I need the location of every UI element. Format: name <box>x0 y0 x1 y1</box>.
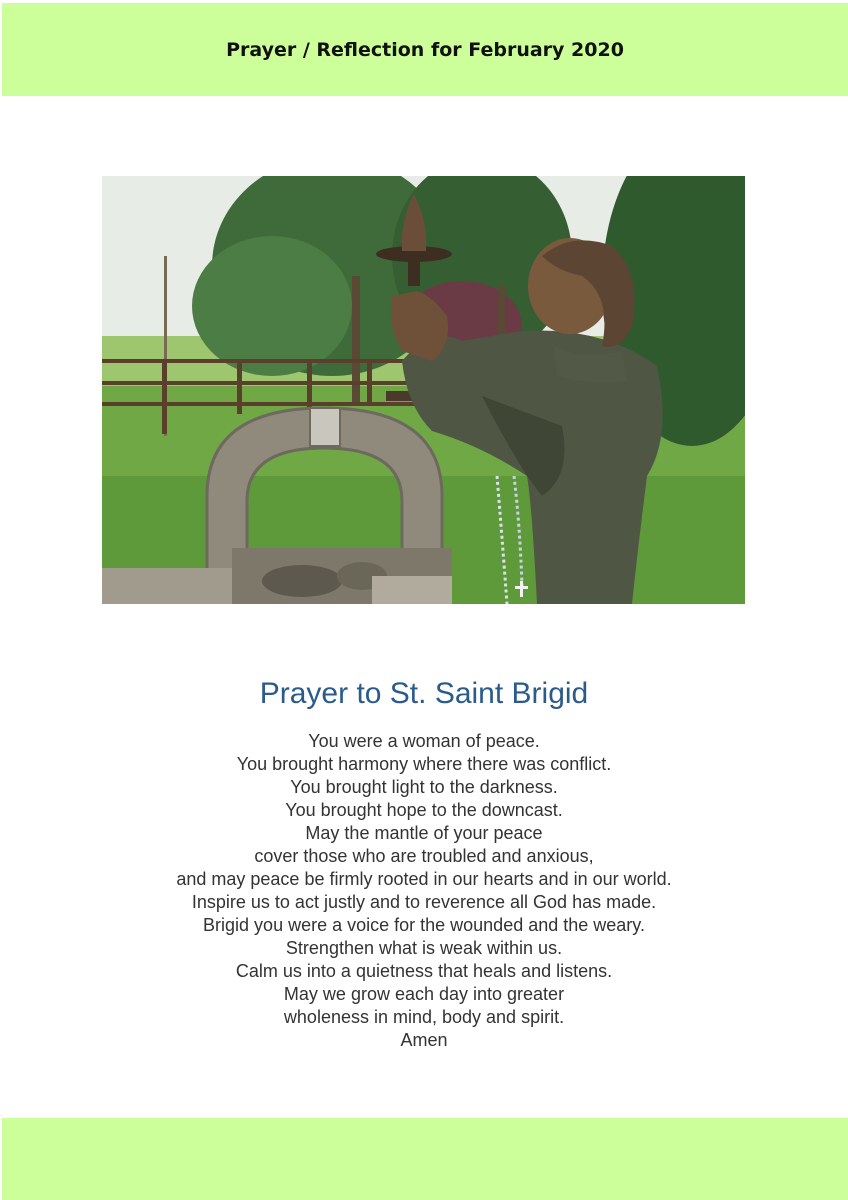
prayer-line: You brought hope to the downcast. <box>285 800 563 820</box>
prayer-amen: Amen <box>400 1030 448 1050</box>
prayer-line: You brought light to the darkness. <box>290 777 558 797</box>
prayer-line: You were a woman of peace. <box>308 731 540 751</box>
prayer-line: May the mantle of your peace <box>305 823 543 843</box>
prayer-body <box>0 730 848 1052</box>
prayer-line: Brigid you were a voice for the wounded and the weary. <box>203 915 645 935</box>
prayer-line: cover those who are troubled and anxious, <box>254 846 594 866</box>
prayer-line: wholeness in mind, body and spirit. <box>283 1007 565 1027</box>
header-band <box>2 3 848 96</box>
prayer-title: Prayer to St. Saint Brigid <box>259 677 589 710</box>
prayer-line: Strengthen what is weak within us. <box>285 938 563 958</box>
prayer-line: and may peace be firmly rooted in our hearts and in our world. <box>176 869 672 889</box>
prayer-line: Inspire us to act justly and to reverence all God has made. <box>191 892 657 912</box>
page-title: Prayer / Reflection for February 2020 <box>226 39 624 61</box>
prayer-line: Calm us into a quietness that heals and listens. <box>235 961 613 981</box>
footer-band <box>2 1118 848 1200</box>
photo-illustration <box>102 176 745 604</box>
st-brigid-statue-photo <box>102 176 745 604</box>
prayer-line: May we grow each day into greater <box>283 984 565 1004</box>
prayer-line: You brought harmony where there was conflict. <box>236 754 612 774</box>
